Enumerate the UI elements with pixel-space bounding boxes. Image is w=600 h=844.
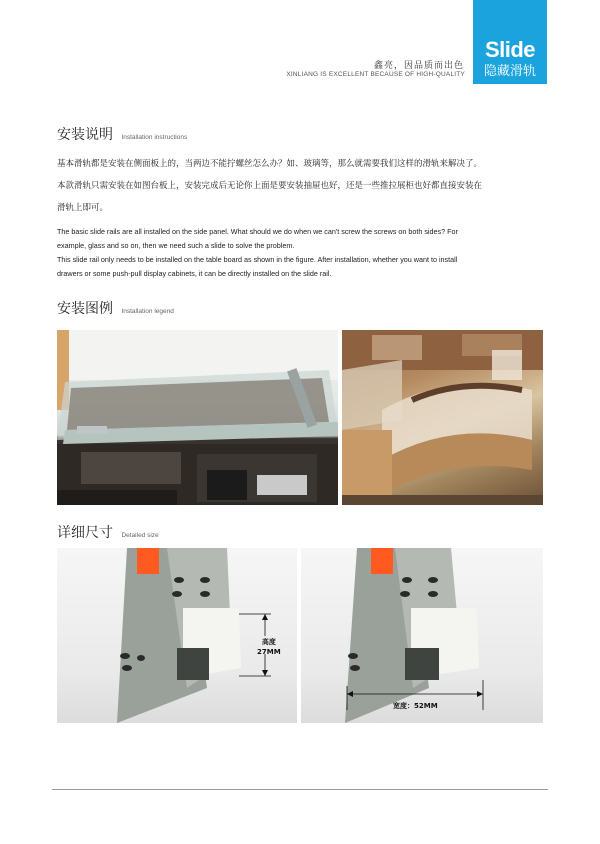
glass-table-illustration — [57, 330, 338, 505]
legend-heading-en: Installation legend — [121, 308, 174, 315]
legend-heading-cn: 安装图例 — [57, 300, 113, 316]
brand-subtitle: 隐藏滑轨 — [483, 63, 536, 78]
install-body-cn — [57, 152, 547, 218]
install-heading — [57, 124, 187, 144]
install-body-en-line: The basic slide rails are all installed on the side panel. What should we do when we can't screw the screws on both sides? For — [57, 227, 458, 236]
width-label: 宽度：52MM — [393, 702, 438, 710]
size-heading-en: Detailed size — [121, 532, 159, 539]
display-counters-illustration — [342, 330, 543, 505]
photo-height-dimension — [57, 548, 297, 723]
slogan-cn: 鑫亮，因品质而出色 — [373, 60, 464, 70]
size-heading — [57, 522, 159, 542]
install-body-cn-line: 本款滑轨只需安装在如图台板上，安装完成后无论你上面是要安装抽屉也好，还是一些推拉展柜也好都直接安装在 — [57, 180, 483, 190]
height-label-name: 高度 — [261, 638, 276, 646]
install-body-en-line: drawers or some push-pull display cabinets, it can be directly installed on the slide rail. — [57, 269, 332, 278]
brand-title: Slide — [484, 37, 536, 62]
install-heading-en: Installation instructions — [121, 134, 188, 141]
brand-logo — [473, 0, 547, 84]
slide-rail-height-illustration — [57, 548, 297, 723]
install-body-cn-line: 滑轨上即可。 — [57, 202, 109, 212]
photo-width-dimension — [301, 548, 543, 723]
slogan-en: XINLIANG IS EXCELLENT BECAUSE OF HIGH-QUALITY — [286, 71, 465, 78]
photo-glass-table — [57, 330, 338, 505]
install-body-en — [57, 225, 527, 281]
height-label — [257, 637, 281, 657]
install-body-cn-line: 基本滑轨都是安装在侧面板上的，当两边不能拧螺丝怎么办？如、玻璃等，那么就需要我们这样的滑轨来解决了。 — [57, 158, 483, 168]
slide-rail-width-illustration — [301, 548, 543, 723]
install-heading-cn: 安装说明 — [57, 126, 113, 142]
height-label-value: 27MM — [257, 648, 281, 656]
install-body-en-line: This slide rail only needs to be installed on the table board as shown in the figure. After installation, whether you want to install — [57, 255, 458, 264]
legend-heading — [57, 298, 174, 318]
photo-display-counters — [342, 330, 543, 505]
footer-divider — [52, 789, 548, 790]
size-heading-cn: 详细尺寸 — [57, 524, 113, 540]
install-body-en-line: example, glass and so on, then we need such a slide to solve the problem. — [57, 241, 295, 250]
